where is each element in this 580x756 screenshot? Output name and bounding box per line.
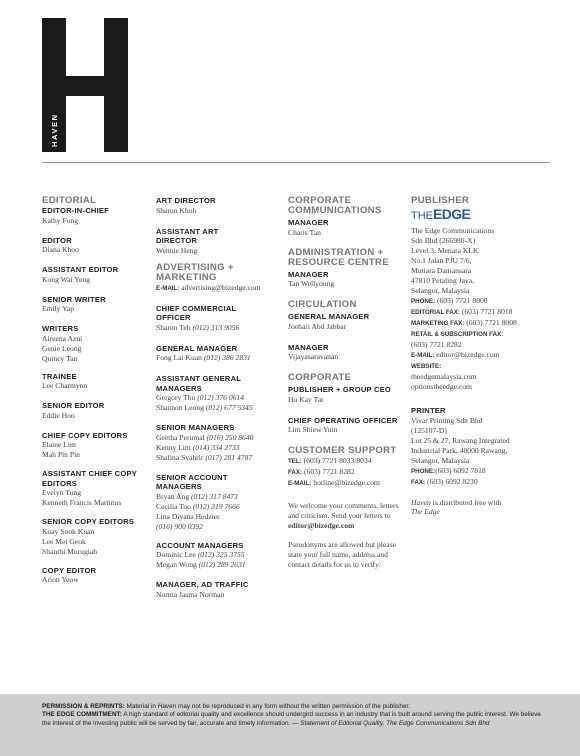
person-contact: (016) 900 0392 xyxy=(156,521,203,531)
person-name: Lee Mei Geok xyxy=(42,536,86,546)
person-name: Kathy Fong xyxy=(42,215,79,225)
role-title: COPY EDITOR xyxy=(42,565,97,575)
role-title: SENIOR COPY EDITORS xyxy=(42,517,135,526)
person-name: Joehari Abd Jabbar xyxy=(288,321,347,331)
commitment-note: THE EDGE COMMITMENT: A high standard of editorial quality and excellence should undergird success in an industry that is built around serving the public interest. We believe the interest of the investing public will be served by fair, accurate and timely information. — Statement of Editorial Quality, The Edge Communications Sdn Bhd xyxy=(42,711,541,727)
block-publisher xyxy=(411,196,539,392)
section-heading: CUSTOMER SUPPORT xyxy=(288,445,397,456)
the-edge-logo: THEEDGE xyxy=(411,206,471,222)
person-contact: Lina Diyana Hedzier xyxy=(156,511,220,521)
person-name: Kenneth Francis Martinus xyxy=(42,498,122,507)
block-assistant-editor xyxy=(42,265,150,285)
block-circulation xyxy=(288,300,406,332)
block-writers xyxy=(42,324,150,364)
contact-email: E-MAIL: hotline@bizedge.com xyxy=(288,478,380,487)
block-editor-in-chief xyxy=(42,196,150,226)
person-contact: Fong Lai Kuan (012) 386 2831 xyxy=(156,353,251,362)
website-label: WEBSITE: xyxy=(411,363,442,370)
person-name: Eddie Hoo xyxy=(42,410,75,420)
block-trainee xyxy=(42,372,150,392)
footer-text xyxy=(42,703,547,728)
section-heading: ADVERTISING + MARKETING xyxy=(156,261,234,283)
permission-note: PERMISSION & REPRINTS: Material in Haven may not be reproduced in any form without the written permission of the publisher. xyxy=(42,703,410,710)
block-assistant-general-managers xyxy=(156,374,282,413)
address-line: Lot 25 & 27, Rawang Integrated xyxy=(411,435,510,445)
contact-phone: PHONE: (603) 7721 8000 xyxy=(411,296,488,305)
address-line: Level 3, Menara KLK xyxy=(411,246,479,255)
person-contact: Cecilia Too (012) 319 7666 xyxy=(156,501,240,511)
person-name: Tan Wellyoung xyxy=(288,279,335,288)
distribution-note: Haven is distributed free with The Edge xyxy=(411,497,502,517)
contact-marketing-fax: MARKETING FAX: (603) 7721 8008 xyxy=(411,318,517,327)
block-senior-account-managers xyxy=(156,473,282,532)
person-name: Mah Pin Pin xyxy=(42,450,80,459)
contact-email: E-MAIL: advertising@bizedge.com xyxy=(156,282,261,292)
section-heading: EDITORIAL xyxy=(42,195,97,206)
contact-phone: PHONE:(603) 6092 7818 xyxy=(411,465,486,475)
haven-logo xyxy=(42,18,128,152)
block-senior-writer xyxy=(42,295,150,315)
footer-bar xyxy=(0,694,580,756)
person-contact: Shannon Leong (012) 677 5345 xyxy=(156,403,253,412)
role-title: CHIEF COPY EDITORS xyxy=(42,430,128,440)
pseudonyms-note: Pseudonyms are allowed but please state your full name, address and contact details for us to verify. xyxy=(288,540,396,569)
role-title: EDITOR-IN-CHIEF xyxy=(42,206,109,215)
person-name: Arion Yeow xyxy=(42,575,79,584)
role-title: GENERAL MANAGER xyxy=(288,312,370,321)
person-contact: Dominic Lee (012) 325 3755 xyxy=(156,550,245,559)
masthead-column-corporate xyxy=(288,196,406,576)
person-contact: Geetha Perumal (016) 250 8640 xyxy=(156,432,254,442)
person-contact: Gregory Thu (012) 376 0614 xyxy=(156,393,245,402)
masthead-column-art-advertising xyxy=(156,196,282,606)
person-contact: Kenny Lim (014) 334 2733 xyxy=(156,442,240,452)
person-name: Evelyn Tung xyxy=(42,488,82,497)
block-chief-copy-editors xyxy=(42,431,150,461)
role-title: CHIEF OPERATING OFFICER xyxy=(288,415,398,425)
person-name: Lee Charmynn xyxy=(42,381,88,390)
address-line: Vivar Printing Sdn Bhd xyxy=(411,415,483,425)
role-title: GENERAL MANAGER xyxy=(156,343,238,353)
person-name: Aireena Azni xyxy=(42,333,83,343)
person-name: Koay Sook Kuan xyxy=(42,526,95,536)
role-title: ASSISTANT GENERAL MANAGERS xyxy=(156,374,241,393)
address-line: Industrial Park, 48000 Rawang, xyxy=(411,445,508,455)
contact-email: E-MAIL: editor@bizedge.com xyxy=(411,350,500,359)
address-line: Sdn Bhd (266980-X) xyxy=(411,236,476,245)
block-administration xyxy=(288,248,406,290)
editor-email-link[interactable]: editor@bizedge.com xyxy=(288,520,355,530)
block-ad-traffic xyxy=(156,580,282,600)
role-title: ASSISTANT CHIEF COPY EDITORS xyxy=(42,469,137,488)
logo-word: HAVEN xyxy=(50,113,59,147)
person-name: Genie Leong xyxy=(42,343,82,353)
block-printer xyxy=(411,406,539,488)
contact-retail-fax: (603) 7721 8282 xyxy=(411,340,462,349)
block-customer-support xyxy=(288,446,406,489)
role-title: MANAGER xyxy=(288,269,329,279)
block-senior-managers xyxy=(156,423,282,463)
masthead-column-editorial xyxy=(42,196,150,591)
block-chief-operating-officer xyxy=(288,416,406,436)
section-heading: CIRCULATION xyxy=(288,299,357,310)
person-contact: Megan Wong (012) 289 2631 xyxy=(156,560,246,569)
role-title: WRITERS xyxy=(42,324,79,333)
block-art-director xyxy=(156,196,282,216)
block-senior-editor xyxy=(42,401,150,421)
person-name: Norma Jasma Norman xyxy=(156,589,225,599)
contact-editorial-fax: EDITORIAL FAX: (603) 7721 8018 xyxy=(411,307,513,316)
block-senior-copy-editors xyxy=(42,517,150,557)
role-title: CHIEF COMMERCIAL OFFICER xyxy=(156,303,237,322)
person-name: Diana Khoo xyxy=(42,245,79,254)
role-title: MANAGER, AD TRAFFIC xyxy=(156,580,249,589)
block-account-managers xyxy=(156,541,282,571)
block-assistant-chief-copy-editors xyxy=(42,469,150,508)
role-title: PRINTER xyxy=(411,406,446,415)
contact-tel: TEL: (603) 7721 8033/8034 xyxy=(288,456,372,465)
role-title: EDITOR xyxy=(42,235,72,245)
role-title: SENIOR MANAGERS xyxy=(156,423,235,432)
website-link[interactable]: theedgemalaysia.com xyxy=(411,372,477,381)
person-name: Sharon Khoh xyxy=(156,205,197,215)
section-heading: CORPORATE xyxy=(288,372,352,383)
person-name: Charis Tan xyxy=(288,227,321,237)
website-link[interactable]: optionstheedge.com xyxy=(411,382,472,391)
address-line: Selangor, Malaysia xyxy=(411,455,470,465)
role-title: MANAGER xyxy=(288,342,329,352)
address-line: The Edge Communications xyxy=(411,226,495,235)
block-assistant-art-director xyxy=(156,227,282,256)
block-chief-commercial-officer xyxy=(156,304,282,333)
role-title: TRAINEE xyxy=(42,371,77,381)
role-title: MANAGER xyxy=(288,218,329,227)
block-corporate xyxy=(288,373,406,405)
person-name: Shanthi Murugiah xyxy=(42,546,98,556)
haven-h-logo-mark xyxy=(42,18,128,152)
block-general-manager xyxy=(156,344,282,364)
role-title: PUBLISHER + GROUP CEO xyxy=(288,385,392,394)
contact-fax: FAX: (603) 7721 8282 xyxy=(288,467,355,476)
role-title: ASSISTANT EDITOR xyxy=(42,265,119,274)
person-name: Wennie Heng xyxy=(156,245,198,255)
letters-note: We welcome your comments, letters and criticism. Send your letters to editor@bizedge.com xyxy=(288,501,399,530)
person-name: Kong Wai Yeng xyxy=(42,274,90,284)
role-title: SENIOR WRITER xyxy=(42,294,106,304)
person-contact: Sharon Teh (012) 313 9056 xyxy=(156,322,240,332)
block-copy-editor xyxy=(42,566,150,586)
person-contact: Bryan Ang (012) 317 8473 xyxy=(156,491,238,501)
address-line: Selangor, Malaysia xyxy=(411,286,470,295)
address-line: (125107-D) xyxy=(411,425,447,435)
person-name: Vijayasaravanan xyxy=(288,352,339,361)
person-contact: Shafina Syahrir (017) 281 4787 xyxy=(156,452,253,462)
contact-fax: FAX: (603) 6092 8230 xyxy=(411,476,478,486)
contact-retail-fax-label: RETAIL & SUBSCRIPTION FAX: xyxy=(411,331,504,338)
block-circulation-manager xyxy=(288,343,406,363)
block-editor xyxy=(42,236,150,256)
section-heading: PUBLISHER xyxy=(411,195,470,206)
block-advertising xyxy=(156,263,282,294)
role-title: ASSISTANT ART DIRECTOR xyxy=(156,226,219,245)
person-name: Quincy Tan xyxy=(42,353,78,363)
person-name: Elaine Lim xyxy=(42,440,76,449)
person-name: Lim Shiew Yuin xyxy=(288,425,338,434)
person-name: Emily Yap xyxy=(42,304,75,313)
address-line: Mutiara Damansara xyxy=(411,266,472,275)
address-line: 47810 Petaling Jaya, xyxy=(411,276,475,285)
role-title: ART DIRECTOR xyxy=(156,196,216,205)
address-line: No.1 Jalan PJU 7/6, xyxy=(411,256,472,265)
role-title: ACCOUNT MANAGERS xyxy=(156,540,244,550)
header-divider xyxy=(42,162,550,163)
masthead-column-publisher xyxy=(411,196,539,523)
block-corporate-communications xyxy=(288,196,406,238)
person-name: Ho Kay Tat xyxy=(288,394,324,404)
section-heading: ADMINISTRATION + RESOURCE CENTRE xyxy=(288,246,389,268)
role-title: SENIOR EDITOR xyxy=(42,401,105,410)
role-title: SENIOR ACCOUNT MANAGERS xyxy=(156,472,228,491)
section-heading: CORPORATE COMMUNICATIONS xyxy=(288,195,382,216)
